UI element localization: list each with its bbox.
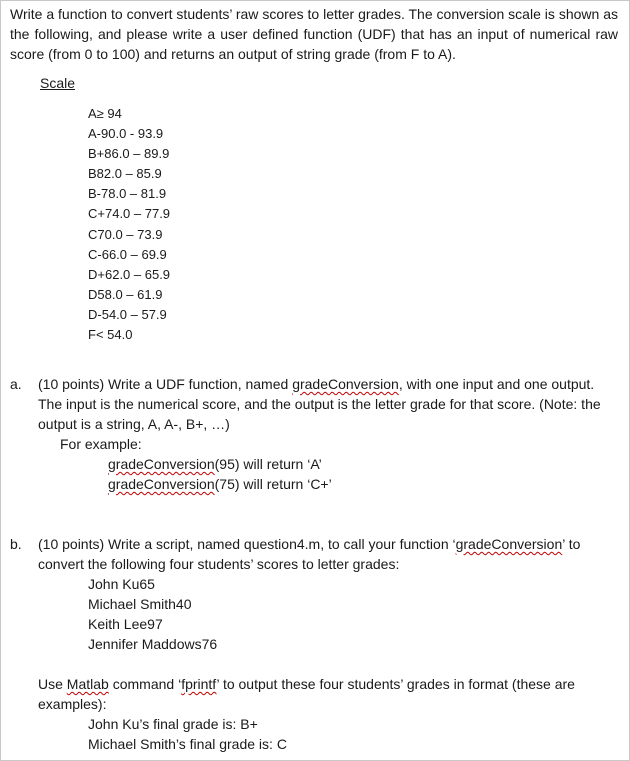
output-example-line: Michael Smith’s final grade is: C bbox=[88, 736, 287, 752]
question-b-letter: b. bbox=[10, 536, 22, 552]
scale-row: D+62.0 – 65.9 bbox=[88, 266, 171, 282]
scale-row: F< 54.0 bbox=[88, 327, 133, 343]
question-a bbox=[10, 374, 620, 494]
student-item: John Ku65 bbox=[88, 576, 155, 592]
scale-row: C+74.0 – 77.9 bbox=[88, 206, 171, 222]
student-list bbox=[10, 574, 620, 654]
scale-row: B82.0 – 85.9 bbox=[88, 166, 162, 182]
question-a-text: (10 points) Write a UDF function, named gradeConversion, with one input and one output. The input is the numerical score, and the output is the letter grade for that score. (Note: the output is a string, A, A-, B+, …) bbox=[38, 376, 601, 432]
student-item: Jennifer Maddows76 bbox=[88, 636, 218, 652]
intro-paragraph: Write a function to convert students’ raw scores to letter grades. The conversion scale is shown as the following, and please write a user defined function (UDF) that has an input of numerical raw score (from 0 to 100) and returns an output of string grade (from F to A). bbox=[10, 6, 618, 62]
output-format-note bbox=[38, 674, 618, 754]
example-label: For example: bbox=[60, 436, 142, 452]
student-item: Michael Smith40 bbox=[88, 596, 192, 612]
note-text: Use Matlab command ‘fprintf’ to output these four students’ grades in format (these are examples): bbox=[38, 676, 575, 712]
question-b-text: (10 points) Write a script, named question4.m, to call your function ‘gradeConversion’ to convert the following four students’ scores to letter grades: bbox=[38, 536, 581, 572]
scale-row: A≥ 94 bbox=[88, 106, 122, 121]
example-line: gradeConversion(75) will return ‘C+’ bbox=[108, 476, 332, 492]
scale-row: A-90.0 - 93.9 bbox=[88, 126, 164, 142]
student-item: Keith Lee97 bbox=[88, 616, 163, 632]
fprintf-spellcheck: fprintf bbox=[181, 676, 217, 692]
function-name-spellcheck: gradeConversion bbox=[292, 376, 399, 392]
question-a-letter: a. bbox=[10, 376, 22, 392]
scale-row: D58.0 – 61.9 bbox=[88, 286, 163, 302]
scale-row: D-54.0 – 57.9 bbox=[88, 306, 167, 322]
scale-row: B-78.0 – 81.9 bbox=[88, 186, 167, 202]
question-b bbox=[10, 534, 620, 654]
output-example-line: John Ku’s final grade is: B+ bbox=[88, 716, 258, 732]
example-line: gradeConversion(95) will return ‘A’ bbox=[108, 456, 322, 472]
scale-row: B+86.0 – 89.9 bbox=[88, 146, 170, 162]
scale-heading: Scale bbox=[40, 75, 76, 91]
function-name-spellcheck: gradeConversion bbox=[455, 536, 563, 552]
scale-row: C70.0 – 73.9 bbox=[88, 226, 163, 242]
function-name-spellcheck: gradeConversion bbox=[108, 456, 215, 472]
function-name-spellcheck: gradeConversion bbox=[108, 476, 215, 492]
matlab-spellcheck: Matlab bbox=[66, 676, 109, 692]
scale-row: C-66.0 – 69.9 bbox=[88, 246, 167, 262]
scale-list bbox=[88, 104, 170, 345]
